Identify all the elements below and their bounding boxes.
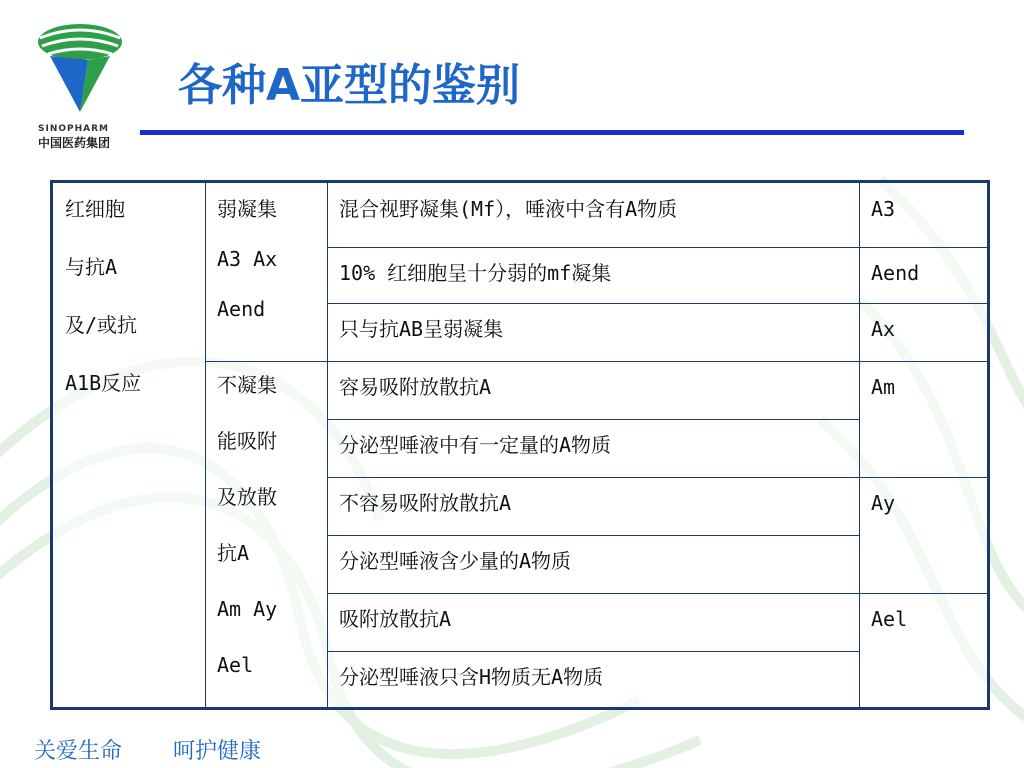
row-divider: [327, 651, 859, 652]
slide-title: 各种A亚型的鉴别: [178, 60, 521, 111]
row-divider: [327, 419, 859, 420]
group2-line: Ael: [217, 653, 254, 677]
table-row-desc: 容易吸附放散抗A: [339, 375, 492, 399]
subtype-label: Ax: [871, 317, 896, 341]
subtype-label: Am: [871, 375, 896, 399]
group2-line: Am Ay: [217, 597, 278, 621]
table-row-desc: 吸附放散抗A: [339, 607, 452, 631]
table-row-desc: 不容易吸附放散抗A: [339, 491, 512, 515]
footer-slogan: [34, 734, 305, 765]
footer-left: 关爱生命: [34, 739, 123, 764]
subtype-label: Ael: [871, 607, 908, 631]
row-divider: [327, 593, 987, 594]
reaction-line: 红细胞: [65, 197, 125, 221]
row-divider: [327, 535, 859, 536]
group2-line: 不凝集: [217, 373, 277, 397]
table-row-desc: 分泌型唾液只含H物质无A物质: [339, 665, 604, 689]
group1-line: 弱凝集: [217, 197, 277, 221]
logo-text-cn: 中国医药集团: [38, 136, 111, 150]
group2-line: 抗A: [217, 541, 250, 565]
table-row-desc: 分泌型唾液含少量的A物质: [339, 549, 572, 573]
logo-text-en: SINOPHARM: [38, 124, 109, 134]
subtype-label: Ay: [871, 491, 896, 515]
no-agglutination-cell: [217, 373, 327, 709]
table-row-desc: 只与抗AB呈弱凝集: [339, 317, 504, 341]
reaction-cell: [65, 197, 205, 429]
group1-line: Aend: [217, 297, 266, 321]
row-divider: [327, 477, 987, 478]
group2-line: 及放散: [217, 485, 277, 509]
row-divider: [327, 247, 987, 248]
title-underline: [140, 130, 964, 135]
reaction-line: 及/或抗: [65, 313, 138, 337]
table-row-desc: 分泌型唾液中有一定量的A物质: [339, 433, 612, 457]
col-divider-3: [859, 183, 860, 707]
table-row-desc: 混合视野凝集(Mf），唾液中含有A物质: [339, 197, 678, 221]
table-row-desc: 10% 红细胞呈十分弱的mf凝集: [339, 261, 612, 285]
subtype-label: Aend: [871, 261, 920, 285]
logo-text: [38, 124, 128, 151]
row-divider: [327, 303, 987, 304]
col-divider-2: [327, 183, 328, 707]
subtype-table: [50, 180, 990, 710]
weak-agglutination-cell: [217, 197, 327, 347]
group1-line: A3 Ax: [217, 247, 278, 271]
sinopharm-logo: [30, 12, 130, 142]
group2-line: 能吸附: [217, 429, 277, 453]
reaction-line: 与抗A: [65, 255, 118, 279]
footer-right: 呵护健康: [173, 739, 262, 764]
row-divider: [205, 361, 987, 362]
col-divider-1: [205, 183, 206, 707]
reaction-line: A1B反应: [65, 371, 142, 395]
subtype-label: A3: [871, 197, 896, 221]
